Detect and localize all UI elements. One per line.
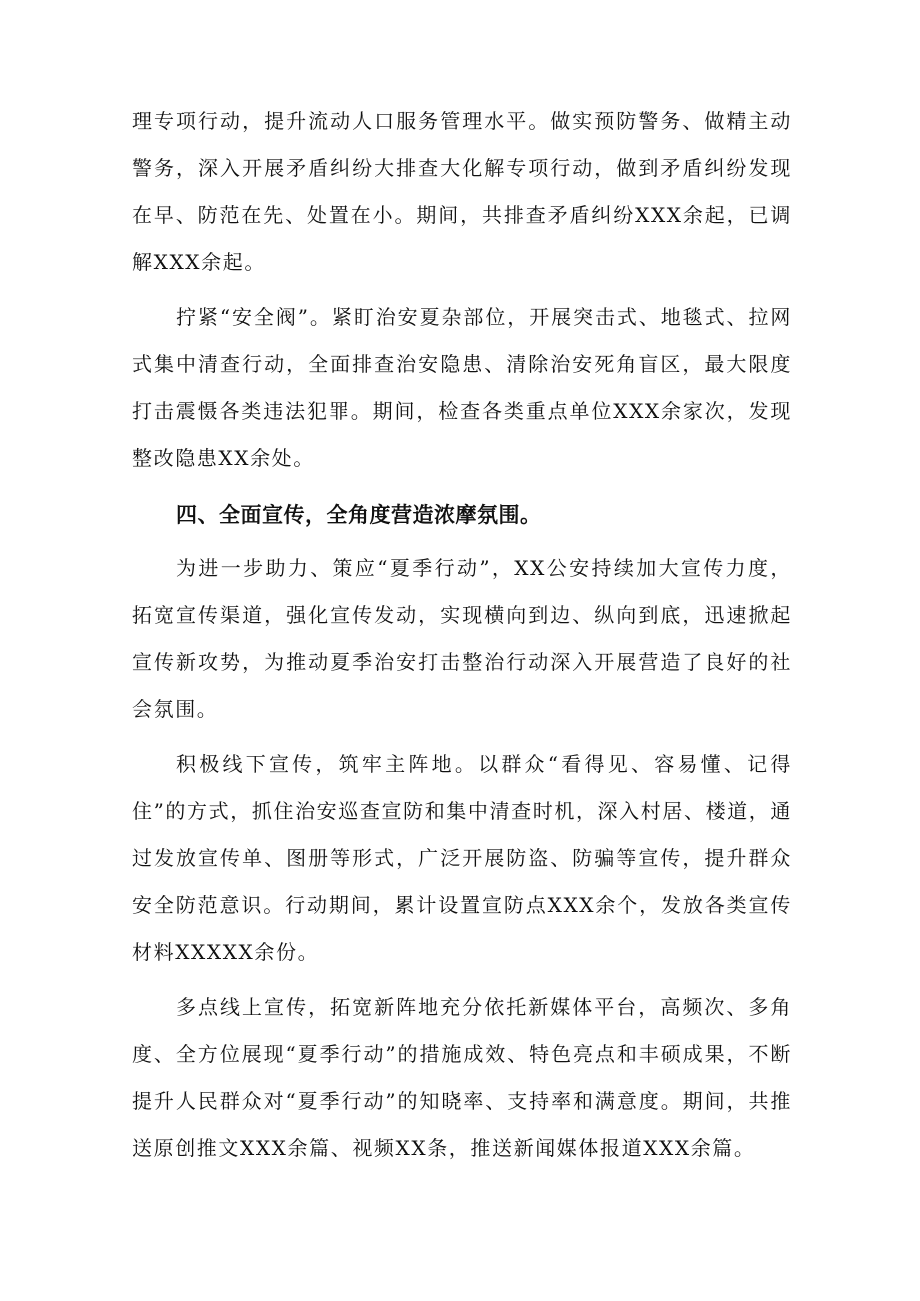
section-heading-four: 四、全面宣传，全角度营造浓摩氛围。 xyxy=(176,503,542,527)
paragraph-publicity-intro: 为进一步助力、策应“夏季行动”，XX公安持续加大宣传力度，拓宽宣传渠道，强化宣传发动，实现横向到边、纵向到底，迅速掀起宣传新攻势，为推动夏季治安打击整治行动深入开展营造了良好的社会氛围。 xyxy=(132,556,792,721)
document-body xyxy=(132,98,792,1172)
paragraph-offline-publicity: 积极线下宣传，筑牢主阵地。以群众“看得见、容易懂、记得住”的方式，抓住治安巡查宣防和集中清查时机，深入村居、楼道，通过发放宣传单、图册等形式，广泛开展防盗、防骗等宣传，提升群众安全防范意识。行动期间，累计设置宣防点XXX余个，发放各类宣传材料XXXXX余份。 xyxy=(132,752,792,964)
paragraph-safety-valve: 拧紧“安全阀”。紧盯治安夏杂部位，开展突击式、地毯式、拉网式集中清查行动，全面排查治安隐患、清除治安死角盲区，最大限度打击震慑各类违法犯罪。期间，检查各类重点单位XXX余家次，发现整改隐患XX余处。 xyxy=(132,305,792,470)
paragraph-continued: 理专项行动，提升流动人口服务管理水平。做实预防警务、做精主动警务，深入开展矛盾纠纷大排查大化解专项行动，做到矛盾纠纷发现在早、防范在先、处置在小。期间，共排查矛盾纠纷XXX余起，已调解XXX余起。 xyxy=(132,109,792,274)
paragraph-online-publicity: 多点线上宣传，拓宽新阵地充分依托新媒体平台，高频次、多角度、全方位展现“夏季行动”的措施成效、特色亮点和丰硕成果，不断提升人民群众对“夏季行动”的知晓率、支持率和满意度。期间，共推送原创推文XXX余篇、视频XX条，推送新闻媒体报道XXX余篇。 xyxy=(132,995,792,1160)
